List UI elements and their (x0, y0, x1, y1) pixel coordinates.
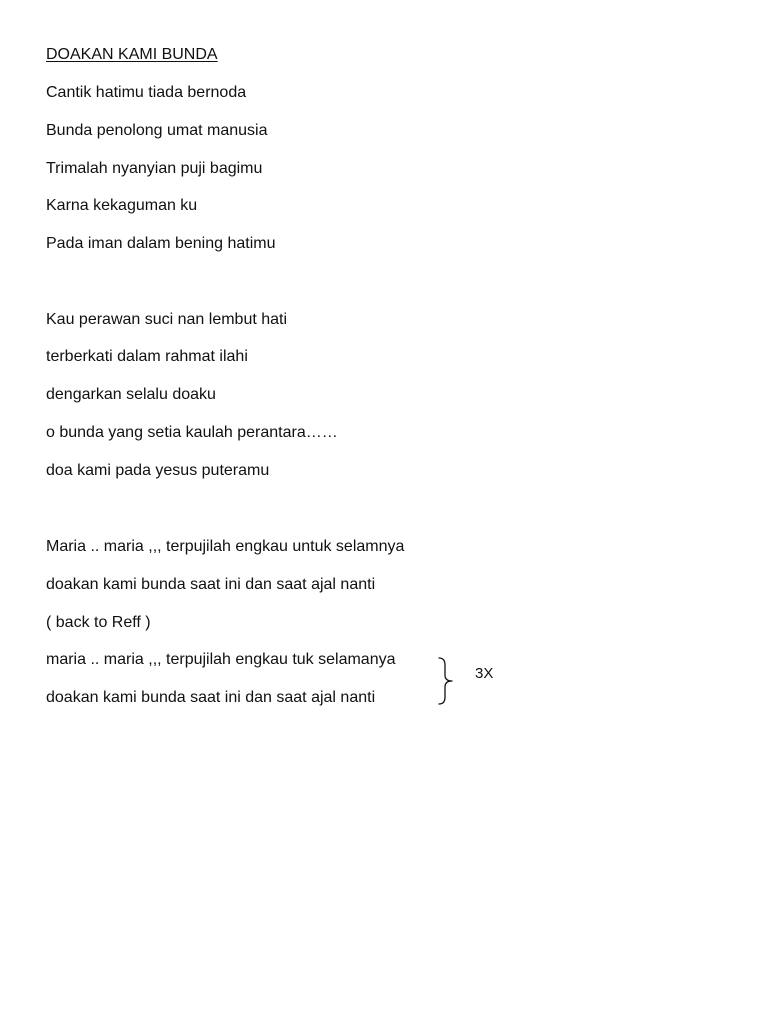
lyric-line: Kau perawan suci nan lembut hati (46, 311, 288, 328)
lyric-line: terberkati dalam rahmat ilahi (46, 348, 248, 365)
lyric-line: dengarkan selalu doaku (46, 386, 216, 403)
lyric-line: ( back to Reff ) (46, 614, 151, 631)
lyric-line: Pada iman dalam bening hatimu (46, 235, 276, 252)
lyric-line: Trimalah nyanyian puji bagimu (46, 160, 263, 177)
lyric-line: doakan kami bunda saat ini dan saat ajal nanti (46, 576, 376, 593)
lyric-line: Maria .. maria ,,, terpujilah engkau untuk selamnya (46, 538, 405, 555)
lyric-line: maria .. maria ,,, terpujilah engkau tuk selamanya (46, 651, 396, 668)
lyric-line: doa kami pada yesus puteramu (46, 462, 270, 479)
lyric-line: Karna kekaguman ku (46, 197, 198, 214)
lyric-line: o bunda yang setia kaulah perantara…… (46, 424, 338, 441)
curly-brace-icon (436, 656, 456, 706)
lyric-line: Cantik hatimu tiada bernoda (46, 84, 247, 101)
repeat-count: 3X (475, 665, 494, 682)
lyric-line: Bunda penolong umat manusia (46, 122, 268, 139)
lyric-line: doakan kami bunda saat ini dan saat ajal nanti (46, 689, 376, 706)
song-title: DOAKAN KAMI BUNDA (46, 46, 218, 63)
